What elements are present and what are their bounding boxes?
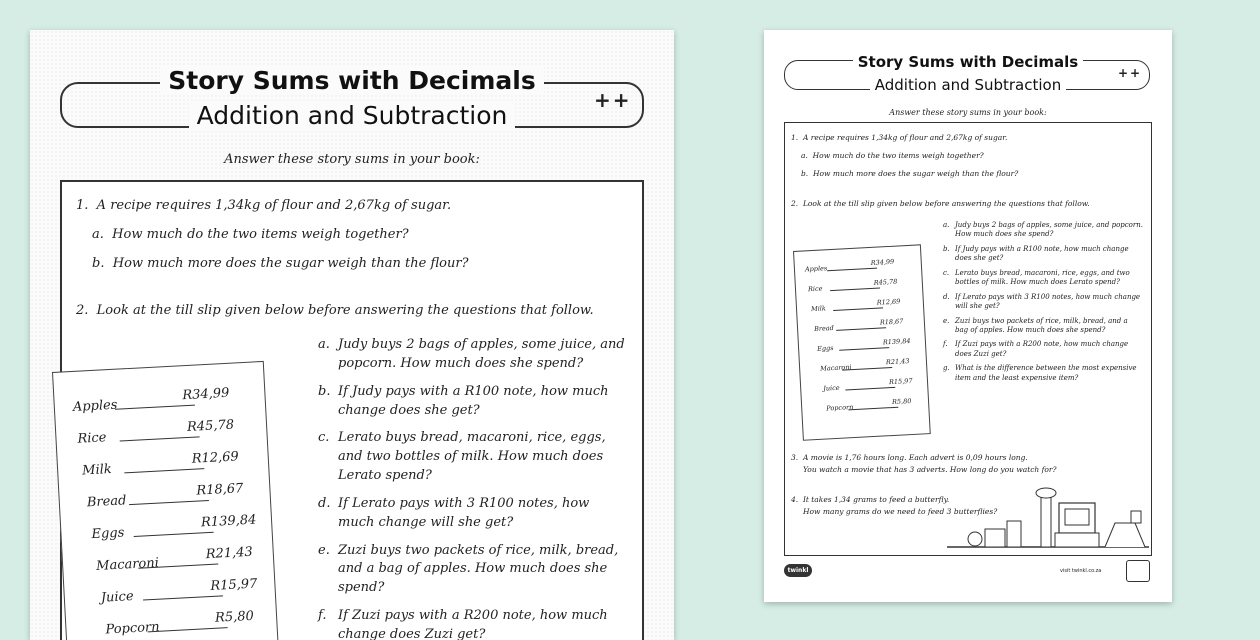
- instruction-text: Answer these story sums in your book:: [224, 152, 480, 167]
- till-slip-price: R5,80: [891, 397, 912, 407]
- till-slip-line: [129, 500, 209, 505]
- till-slip-item: Apples: [804, 264, 828, 274]
- till-slip-line: [143, 595, 223, 600]
- till-slip-price: R34,99: [182, 385, 230, 404]
- till-slip-item: Eggs: [91, 525, 125, 543]
- worksheet-title-small: Story Sums with Decimals: [853, 53, 1084, 71]
- till-slip-price: R12,69: [876, 297, 901, 307]
- question-2a: a. Judy buys 2 bags of apples, some juice, and popcorn. How much does she spend?: [318, 337, 625, 371]
- instruction-text-small: Answer these story sums in your book:: [889, 108, 1047, 117]
- question-1b: b. How much more does the sugar weigh than the flour?: [92, 256, 469, 271]
- question-2-subquestions: [318, 336, 628, 640]
- till-slip-item: Macaroni: [95, 555, 160, 574]
- question-1: 1. A recipe requires 1,34kg of flour and 2,67kg of sugar.: [76, 198, 452, 213]
- question-2b: b. If Judy pays with a R100 note, how much change does she get?: [318, 383, 609, 418]
- worksheet-preview-small: [764, 30, 1172, 602]
- question-2b-small: b. If Judy pays with a R100 note, how much change does she get?: [943, 244, 1129, 263]
- question-3-line2-small: You watch a movie that has 3 adverts. How long do you watch for?: [803, 465, 1057, 474]
- till-slip-item: Bread: [813, 323, 835, 333]
- till-slip-price: R12,69: [191, 449, 240, 467]
- question-2a-small: a. Judy buys 2 bags of apples, some juice, and popcorn. How much does she spend?: [943, 221, 1143, 239]
- till-slip-price: R15,97: [888, 377, 913, 387]
- till-slip-line: [848, 406, 898, 410]
- till-slip-line: [115, 405, 195, 410]
- badge-icon: [1126, 560, 1150, 582]
- question-3-small: 3. A movie is 1,76 hours long. Each advert is 0,09 hours long.: [791, 453, 1028, 462]
- till-slip-line: [134, 532, 214, 537]
- question-4-line2-small: How many grams do we need to feed 3 butterflies?: [803, 507, 998, 516]
- worksheet-subtitle-small: Addition and Subtraction: [870, 76, 1066, 94]
- till-slip-item: Milk: [810, 304, 827, 314]
- question-2e-small: e. Zuzi buys two packets of rice, milk, bread, and a bag of apples. How much does she spend?: [943, 316, 1128, 334]
- till-slip-price: R45,78: [186, 417, 235, 436]
- till-slip-item: Popcorn: [105, 619, 160, 638]
- till-slip-price: R45,78: [873, 277, 898, 287]
- twinkl-logo: twinkl: [784, 564, 812, 577]
- till-slip-price: R5,80: [214, 608, 255, 626]
- till-slip: [52, 361, 281, 640]
- question-2c-small: c. Lerato buys bread, macaroni, rice, eggs, and two bottles of milk. How much does Lerato spend?: [943, 268, 1130, 287]
- till-slip-line: [836, 327, 886, 331]
- plus-icon-small: ++: [1118, 66, 1143, 80]
- worksheet-subtitle: Addition and Subtraction: [189, 101, 516, 130]
- till-slip-small: [793, 244, 931, 440]
- question-1a: a. How much do the two items weigh together?: [92, 227, 409, 242]
- question-1a-small: a. How much do the two items weigh together?: [801, 151, 984, 160]
- till-slip-line: [124, 468, 204, 473]
- till-slip-item: Juice: [100, 589, 134, 606]
- question-2c: c. Lerato buys bread, macaroni, rice, eggs, and two bottles of milk. How much does Lerato spend?: [318, 430, 606, 484]
- till-slip-price: R18,67: [196, 481, 244, 499]
- till-slip-line: [839, 347, 889, 351]
- till-slip-item: Rice: [807, 284, 823, 294]
- till-slip-price: R139,84: [200, 512, 257, 531]
- question-2f: f. If Zuzi pays with a R200 note, how much change does Zuzi get?: [318, 608, 608, 640]
- till-slip-line: [120, 436, 200, 441]
- question-2e: e. Zuzi buys two packets of rice, milk, bread, and a bag of apples. How much does she spend?: [318, 542, 619, 596]
- question-2d-small: d. If Lerato pays with 3 R100 notes, how much change will she get?: [943, 292, 1141, 311]
- till-slip-price: R21,43: [885, 357, 910, 367]
- till-slip-item: Apples: [72, 397, 118, 415]
- till-slip-price: R34,99: [870, 257, 895, 268]
- worksheet-preview-large: [30, 30, 674, 640]
- questions-box: [60, 180, 644, 640]
- till-slip-price: R15,97: [210, 576, 258, 595]
- till-slip-item: Milk: [81, 462, 113, 479]
- question-2f-small: f. If Zuzi pays with a R200 note, how much change does Zuzi get?: [943, 340, 1129, 358]
- till-slip-item: Macaroni: [819, 363, 852, 373]
- till-slip-item: Bread: [86, 493, 127, 511]
- plus-icon: ++: [594, 88, 632, 112]
- shop-counter-illustration: [945, 473, 1151, 555]
- question-2-small: 2. Look at the till slip given below before answering the questions that follow.: [791, 199, 1090, 208]
- question-2d: d. If Lerato pays with 3 R100 notes, how much change will she get?: [318, 495, 590, 530]
- title-block-small: [764, 52, 1172, 94]
- question-2-subquestions-small: [943, 221, 1143, 388]
- till-slip-price: R21,43: [205, 544, 254, 563]
- till-slip-item: Juice: [823, 383, 840, 393]
- question-1-small: 1. A recipe requires 1,34kg of flour and 2,67kg of sugar.: [791, 133, 1008, 142]
- questions-box-small: [784, 122, 1152, 556]
- title-block: [30, 66, 674, 130]
- till-slip-item: Rice: [77, 430, 107, 447]
- question-2: 2. Look at the till slip given below before answering the questions that follow.: [76, 303, 594, 318]
- till-slip-item: Eggs: [816, 344, 834, 353]
- till-slip-line: [833, 307, 883, 311]
- till-slip-item: Popcorn: [826, 403, 854, 413]
- till-slip-price: R18,67: [879, 317, 904, 327]
- till-slip-line: [845, 386, 895, 390]
- worksheet-title: Story Sums with Decimals: [160, 66, 543, 95]
- question-2g-small: g. What is the difference between the most expensive item and the least expensive item?: [943, 364, 1137, 382]
- till-slip-line: [827, 267, 877, 271]
- question-4-small: 4. It takes 1,34 grams to feed a butterfly.: [791, 495, 950, 504]
- footer-url: visit twinkl.co.za: [1060, 568, 1102, 574]
- till-slip-line: [830, 287, 880, 291]
- till-slip-price: R139,84: [882, 337, 911, 347]
- question-1b-small: b. How much more does the sugar weigh than the flour?: [801, 169, 1019, 178]
